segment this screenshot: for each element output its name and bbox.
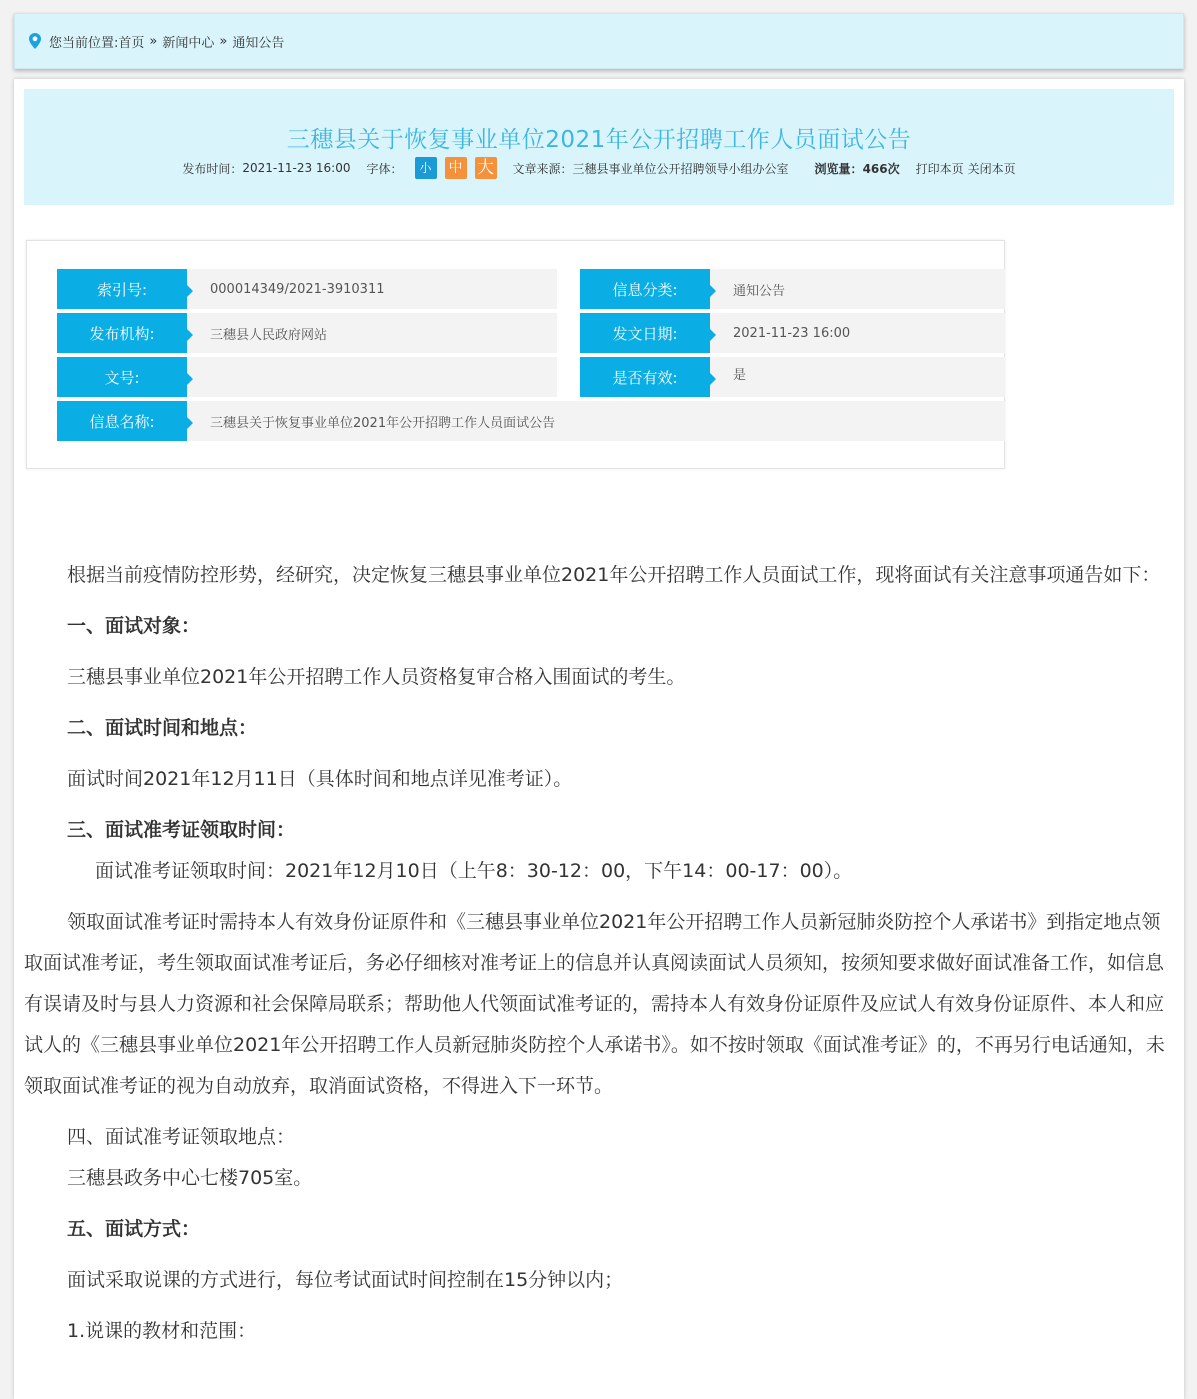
info-row-name [57, 401, 1005, 441]
font-small-button[interactable]: 小 [415, 157, 437, 179]
info-table [26, 240, 1005, 469]
article-meta [24, 157, 1174, 179]
section-heading: 三、面试准考证领取时间： [67, 819, 296, 841]
date-label: 发文日期: [580, 313, 710, 353]
font-size-label: 字体： [366, 161, 403, 176]
print-page-link[interactable]: 打印本页 [915, 161, 964, 176]
close-page-link[interactable]: 关闭本页 [967, 161, 1016, 176]
info-row-valid [580, 357, 1005, 397]
date-value: 2021-11-23 16:00 [733, 325, 851, 341]
source-label: 文章来源： [512, 161, 573, 176]
doc-number-label: 文号: [57, 357, 187, 397]
breadcrumb-notice-link[interactable]: 通知公告 [232, 35, 285, 51]
category-label: 信息分类: [580, 269, 710, 309]
index-label: 索引号: [57, 269, 187, 309]
info-name-label: 信息名称: [57, 401, 187, 441]
org-value: 三穗县人民政府网站 [210, 327, 328, 343]
valid-label: 是否有效: [580, 357, 710, 397]
breadcrumb-news-link[interactable]: 新闻中心 [162, 35, 215, 51]
index-value: 000014349/2021-3910311 [210, 281, 385, 297]
valid-value: 是 [733, 368, 747, 383]
section-heading: 五、面试方式： [67, 1218, 201, 1240]
article-source: 三穗县事业单位公开招聘领导小组办公室 [572, 161, 789, 176]
article-container [14, 79, 1184, 1399]
paragraph: 三穗县事业单位2021年公开招聘工作人员资格复审合格入围面试的考生。 [67, 666, 686, 688]
breadcrumb-home-link[interactable]: 首页 [118, 35, 145, 51]
org-label: 发布机构: [57, 313, 187, 353]
category-value: 通知公告 [733, 283, 786, 299]
article-body [24, 555, 1176, 1352]
font-medium-button[interactable]: 中 [445, 157, 467, 179]
article-header [24, 89, 1174, 205]
breadcrumb-separator: » [219, 33, 228, 49]
section-heading: 一、面试对象： [67, 615, 201, 637]
breadcrumb-prefix: 您当前位置: [49, 35, 119, 51]
article-title: 三穗县关于恢复事业单位2021年公开招聘工作人员面试公告 [286, 127, 912, 153]
views-label: 浏览量： [814, 161, 863, 176]
location-pin-icon [27, 32, 43, 50]
info-name-value: 三穗县关于恢复事业单位2021年公开招聘工作人员面试公告 [210, 415, 556, 431]
paragraph: 面试时间2021年12月11日（具体时间和地点详见准考证）。 [67, 768, 573, 790]
font-large-button[interactable]: 大 [475, 157, 497, 179]
paragraph: 面试采取说课的方式进行，每位考试面试时间控制在15分钟以内； [67, 1269, 624, 1291]
intro-paragraph: 根据当前疫情防控形势，经研究，决定恢复三穗县事业单位2021年公开招聘工作人员面试工作，现将面试有关注意事项通告如下： [67, 564, 1161, 586]
paragraph: 1.说课的教材和范围： [67, 1320, 257, 1342]
publish-time: 2021-11-23 16:00 [242, 161, 351, 175]
paragraph: 领取面试准考证时需持本人有效身份证原件和《三穗县事业单位2021年公开招聘工作人员新冠肺炎防控个人承诺书》到指定地点领取面试准考证，考生领取面试准考证后，务必仔细核对准考证上的信息并认真阅读面试人员须知，按须知要求做好面试准备工作，如信息有误请及时与县人力资源和社会保障局联系；帮助他人代领面试准考证的，需持本人有效身份证原件及应试人有效身份证原件、本人和应试人的《三穗县事业单位2021年公开招聘工作人员新冠肺炎防控个人承诺书》。如不按时领取《面试准考证》的，不再另行电话通知，未领取面试准考证的视为自动放弃，取消面试资格，不得进入下一环节。 [24, 911, 1165, 1097]
info-row-index [57, 269, 557, 309]
views-count: 466次 [862, 161, 900, 176]
info-row-org [57, 313, 557, 353]
paragraph: 面试准考证领取时间：2021年12月10日（上午8：30-12：00，下午14：00-17：00）。 [95, 860, 853, 882]
info-row-category [580, 269, 1005, 309]
publish-time-label: 发布时间： [182, 161, 243, 176]
paragraph: 三穗县政务中心七楼705室。 [67, 1167, 313, 1189]
section-heading-plain: 四、面试准考证领取地点： [67, 1126, 296, 1148]
breadcrumb-separator: » [149, 33, 158, 49]
breadcrumb [14, 13, 1184, 69]
section-heading: 二、面试时间和地点： [67, 717, 258, 739]
info-row-doc [57, 357, 557, 397]
info-row-date [580, 313, 1005, 353]
